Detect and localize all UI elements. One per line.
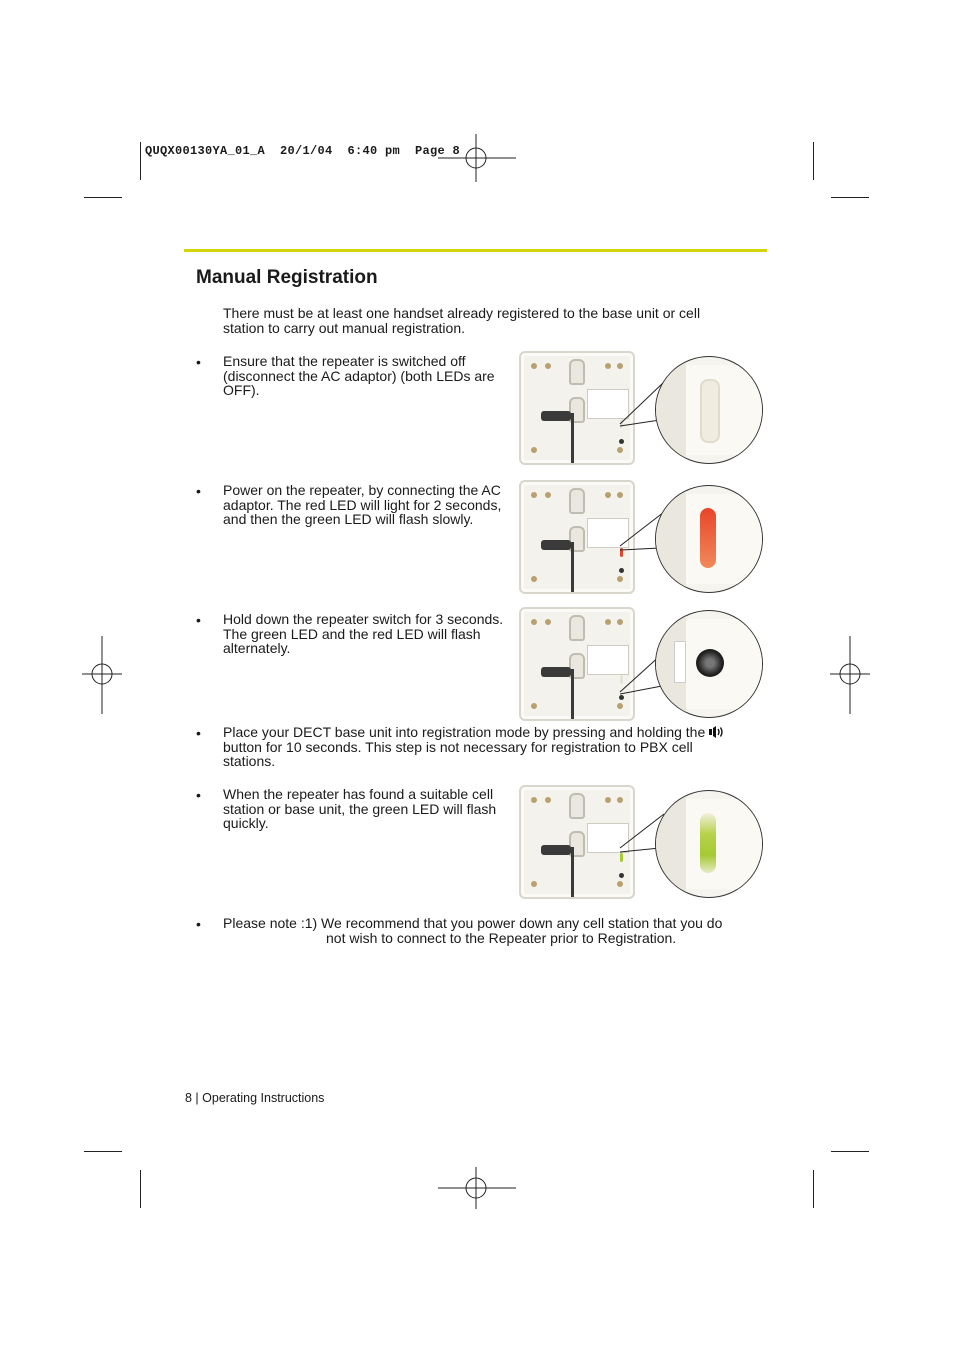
step-line: When the repeater has found a suitable cell — [223, 786, 494, 802]
red-led-zoom — [655, 485, 763, 593]
step-line: button for 10 seconds. This step is not necessary for registration to PBX cell — [223, 738, 693, 755]
step-line: Place your DECT base unit into registration mode by pressing and holding the — [223, 724, 706, 740]
step-5-text — [223, 787, 496, 831]
step-1-text — [223, 354, 495, 398]
step-line: Power on the repeater, by connecting the AC — [223, 482, 501, 498]
registration-button-icon — [709, 726, 725, 738]
step-3-text — [223, 612, 503, 656]
note-line: not wish to connect to the Repeater prior to Registration. — [326, 929, 677, 946]
note — [223, 916, 722, 945]
intro-line: There must be at least one handset already registered to the base unit or cell — [223, 305, 701, 321]
bullet: • — [196, 787, 201, 803]
step-line: (disconnect the AC adaptor) (both LEDs are — [223, 367, 495, 384]
note-line: Please note :1) We recommend that you power down any cell station that you do — [223, 915, 723, 931]
step-line: Hold down the repeater switch for 3 seconds. — [223, 611, 504, 627]
step-line: adaptor. The red LED will light for 2 seconds, — [223, 496, 502, 513]
switch-zoom — [655, 610, 763, 718]
step-line: station or base unit, the green LED will flash — [223, 800, 497, 817]
step-line: stations. — [223, 753, 276, 770]
print-slug: QUQX00130YA_01_A 20/1/04 6:40 pm Page 8 — [145, 144, 461, 158]
section-rule — [184, 249, 767, 252]
step-2-text — [223, 483, 501, 527]
step-line: quickly. — [223, 815, 269, 832]
intro-line: station to carry out manual registration. — [223, 319, 466, 336]
bullet: • — [196, 612, 201, 628]
green-led-zoom — [655, 790, 763, 898]
bullet: • — [196, 916, 201, 932]
led-off-zoom — [655, 356, 763, 464]
step-line: and then the green LED will flash slowly. — [223, 511, 474, 528]
intro-paragraph — [223, 306, 700, 335]
page-footer: 8 | Operating Instructions — [185, 1091, 325, 1105]
step-4-text — [223, 725, 725, 769]
section-title: Manual Registration — [196, 267, 378, 288]
step-line: alternately. — [223, 640, 291, 657]
bullet: • — [196, 725, 201, 741]
step-line: OFF). — [223, 382, 260, 399]
step-line: The green LED and the red LED will flash — [223, 625, 481, 642]
step-line: Ensure that the repeater is switched off — [223, 353, 466, 369]
bullet: • — [196, 483, 201, 499]
bullet: • — [196, 354, 201, 370]
